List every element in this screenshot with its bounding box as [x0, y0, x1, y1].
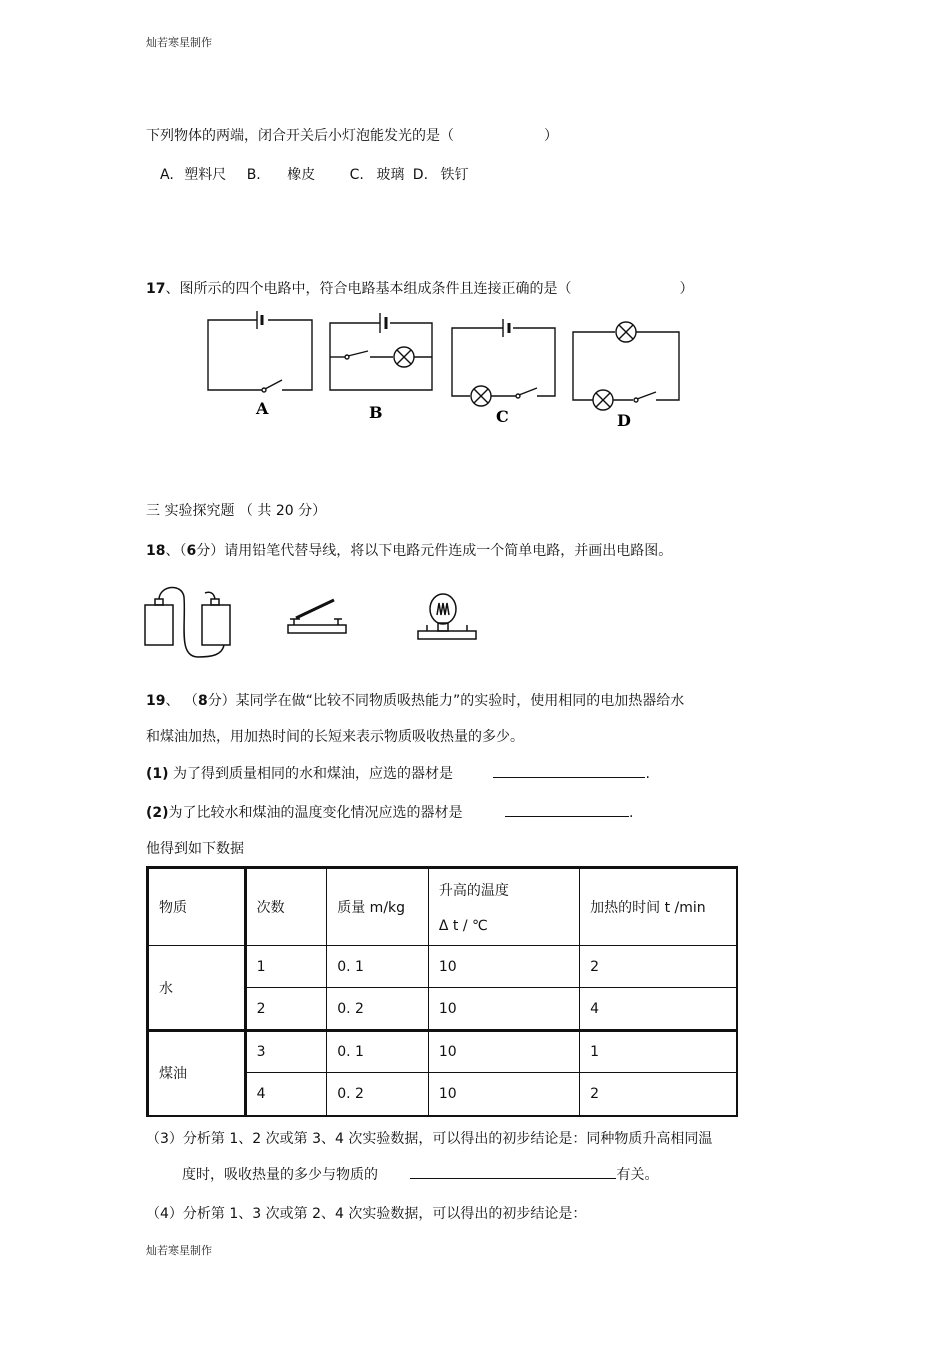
q17-stem: 17、图所示的四个电路中，符合电路基本组成条件且连接正确的是（ ） — [146, 281, 694, 297]
q18-components — [0, 585, 950, 665]
table-row: 4 0. 2 10 2 — [148, 1073, 738, 1116]
option-a-letter: A. — [160, 167, 174, 183]
option-a-text: 塑料尺 — [184, 167, 227, 183]
q16-options — [160, 164, 468, 184]
battery-icon — [145, 587, 230, 657]
answer-blank-2[interactable] — [505, 802, 629, 817]
header-heating-time: 加热的时间 t /min — [580, 868, 737, 946]
header-mass: 质量 m/kg — [327, 868, 429, 946]
circuit-a — [208, 311, 312, 392]
q19-part2: (2)为了比较水和煤油的温度变化情况应选的器材是 . — [146, 802, 633, 822]
section-3-title: 三 实验探究题 （ 共 20 分） — [146, 503, 327, 519]
header-substance: 物质 — [148, 868, 246, 946]
header-trial: 次数 — [245, 868, 327, 946]
table-header-row — [148, 868, 738, 946]
bulb-icon — [418, 594, 476, 639]
q19-part4-line: （4）分析第 1、3 次或第 2、4 次实验数据，可以得出的初步结论是： — [146, 1206, 587, 1222]
circuit-c — [452, 319, 555, 406]
circuit-label-d: D — [617, 411, 631, 430]
page-footer: 灿若寒星制作 — [146, 1244, 212, 1257]
q19-part1: (1) 为了得到质量相同的水和煤油，应选的器材是 . — [146, 763, 650, 783]
circuit-d — [573, 322, 679, 410]
circuit-label-b: B — [369, 403, 383, 422]
q19-part3-line2: 度时，吸收热量的多少与物质的 有关。 — [182, 1164, 658, 1184]
option-c-text: 玻璃 — [376, 167, 405, 183]
table-row: 煤油 3 0. 1 10 1 — [148, 1031, 738, 1073]
option-b-text: 橡皮 — [287, 167, 316, 183]
option-d-letter: D. — [412, 167, 429, 183]
q18-number: 18 — [146, 543, 166, 559]
circuit-label-a: A — [256, 399, 269, 418]
q19-stem-line2: 和煤油加热，用加热时间的长短来表示物质吸收热量的多少。 — [146, 729, 524, 745]
circuit-b — [330, 313, 432, 390]
table-row: 2 0. 2 10 4 — [148, 988, 738, 1031]
option-c-letter: C. — [349, 167, 364, 183]
page-header: 灿若寒星制作 — [146, 36, 212, 49]
q17-number: 17 — [146, 281, 166, 297]
table-row: 水 1 0. 1 10 2 — [148, 946, 738, 988]
substance-kerosene: 煤油 — [148, 1031, 246, 1116]
header-temp-rise: 升高的温度 Δ t / ℃ — [428, 868, 579, 946]
q18-stem: 18、（6分）请用铅笔代替导线，将以下电路元件连成一个简单电路，并画出电路图。 — [146, 543, 673, 559]
answer-blank-1[interactable] — [493, 763, 645, 778]
substance-water: 水 — [148, 946, 246, 1031]
option-d-text: 铁钉 — [440, 167, 469, 183]
q19-data-table — [146, 866, 738, 1117]
q17-circuit-diagrams — [0, 300, 950, 440]
option-b-letter: B. — [246, 167, 261, 183]
q19-stem-line1: 19、 （8分）某同学在做“比较不同物质吸热能力”的实验时，使用相同的电加热器给水 — [146, 693, 685, 709]
q19-data-intro: 他得到如下数据 — [146, 841, 244, 857]
answer-blank-3[interactable] — [410, 1164, 616, 1179]
q16-stem: 下列物体的两端，闭合开关后小灯泡能发光的是（ ） — [146, 128, 558, 144]
q19-number: 19 — [146, 693, 166, 709]
q19-part3-line1: （3）分析第 1、2 次或第 3、4 次实验数据，可以得出的初步结论是：同种物质升高相同温 — [146, 1131, 713, 1147]
circuit-label-c: C — [496, 407, 509, 426]
switch-icon — [288, 600, 346, 633]
